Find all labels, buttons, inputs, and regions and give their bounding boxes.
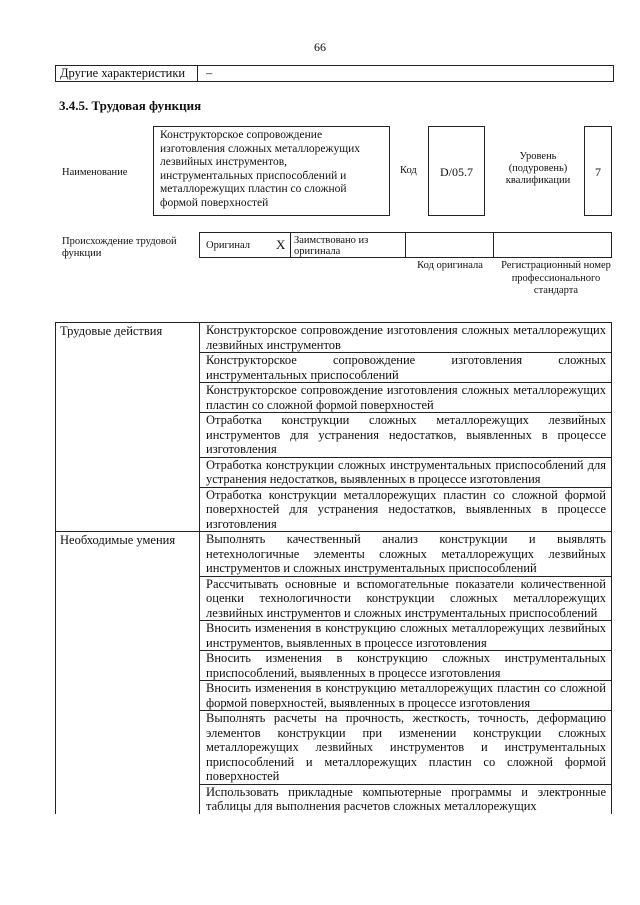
table-row: Вносить изменения в конструкцию сложных инструментальных приспособлений, выявленных в процессе изготовления bbox=[200, 651, 611, 681]
name-label: Наименование bbox=[62, 167, 128, 178]
qualification-level-label: Уровень (подуровень) квалификации bbox=[505, 151, 571, 186]
table-row: Конструкторское сопровождение изготовления сложных инструментальных приспособлений bbox=[200, 353, 611, 383]
required-skills-label: Необходимые умения bbox=[55, 532, 200, 814]
name-value-box: Конструкторское сопровождение изготовления сложных металлорежущих лезвийных инструментов, инструментальных приспособлений и металлорежущих пластин со сложной формой поверхностей bbox=[153, 126, 390, 216]
other-characteristics-value: – bbox=[206, 66, 213, 80]
required-skills-list bbox=[200, 532, 612, 814]
table-row: Конструкторское сопровождение изготовления сложных металлорежущих пластин со сложной формой поверхностей bbox=[200, 383, 611, 413]
other-characteristics-row bbox=[55, 65, 614, 82]
origin-code-cell bbox=[405, 233, 494, 257]
column-divider bbox=[197, 66, 198, 81]
borrowed-label: Заимствовано из оригинала bbox=[294, 235, 369, 257]
section-title: 3.4.5. Трудовая функция bbox=[59, 98, 202, 113]
origin-original-cell bbox=[200, 233, 291, 257]
origin-borrowed-cell bbox=[290, 233, 406, 257]
table-row: Отработка конструкции сложных инструментальных приспособлений для устранения недостатков, выявленных в процессе изготовления bbox=[200, 458, 611, 488]
labor-actions-label: Трудовые действия bbox=[55, 323, 200, 531]
table-row: Вносить изменения в конструкцию сложных металлорежущих лезвийных инструментов, выявленных в процессе изготовления bbox=[200, 621, 611, 651]
origin-reg-cell bbox=[493, 233, 611, 257]
labor-actions-section bbox=[55, 322, 612, 532]
table-row: Выполнять расчеты на прочность, жесткость, точность, деформацию элементов конструкции при изменении конструкции сложных металлорежущих лезвийных инструментов и инструментальных приспособлений и металлорежущих пластин со сложной формой поверхностей bbox=[200, 711, 611, 785]
origin-table bbox=[199, 232, 612, 258]
code-value-box: D/05.7 bbox=[428, 126, 485, 216]
original-label: Оригинал bbox=[206, 240, 250, 251]
original-mark: Х bbox=[276, 237, 286, 252]
table-row: Выполнять качественный анализ конструкции и выявлять нетехнологичные элементы сложных металлорежущих лезвийных инструментов и сложных инструментальных приспособлений bbox=[200, 532, 611, 577]
table-row: Отработка конструкции металлорежущих пластин со сложной формой поверхностей для устранения недостатков, выявленных в процессе изготовления bbox=[206, 487, 606, 531]
table-row: Рассчитывать основные и вспомогательные показатели количественной оценки технологичности конструкции сложных металлорежущих лезвийных инструментов и сложных инструментальных приспособлений bbox=[200, 577, 611, 622]
table-row: Вносить изменения в конструкцию металлорежущих пластин со сложной формой поверхностей, выявленных в процессе изготовления bbox=[200, 681, 611, 711]
qualification-level-box: 7 bbox=[584, 126, 612, 216]
function-details-table bbox=[55, 322, 612, 814]
table-row: Отработка конструкции сложных металлорежущих лезвийных инструментов для устранения недостатков, выявленных в процессе изготовления bbox=[200, 413, 611, 458]
code-label: Код bbox=[400, 165, 417, 176]
code-original-label: Код оригинала bbox=[417, 260, 483, 271]
table-row: Конструкторское сопровождение изготовления сложных металлорежущих лезвийных инструментов bbox=[200, 323, 611, 353]
page-number: 66 bbox=[314, 40, 326, 54]
origin-label: Происхождение трудовой функции bbox=[62, 236, 177, 259]
table-row: Использовать прикладные компьютерные программы и электронные таблицы для выполнения расчетов сложных металлорежущих bbox=[206, 784, 606, 813]
registration-number-label: Регистрационный номер профессионального стандарта bbox=[501, 260, 611, 296]
required-skills-section bbox=[55, 532, 612, 814]
other-characteristics-label: Другие характеристики bbox=[60, 66, 186, 80]
labor-actions-list bbox=[200, 323, 612, 531]
